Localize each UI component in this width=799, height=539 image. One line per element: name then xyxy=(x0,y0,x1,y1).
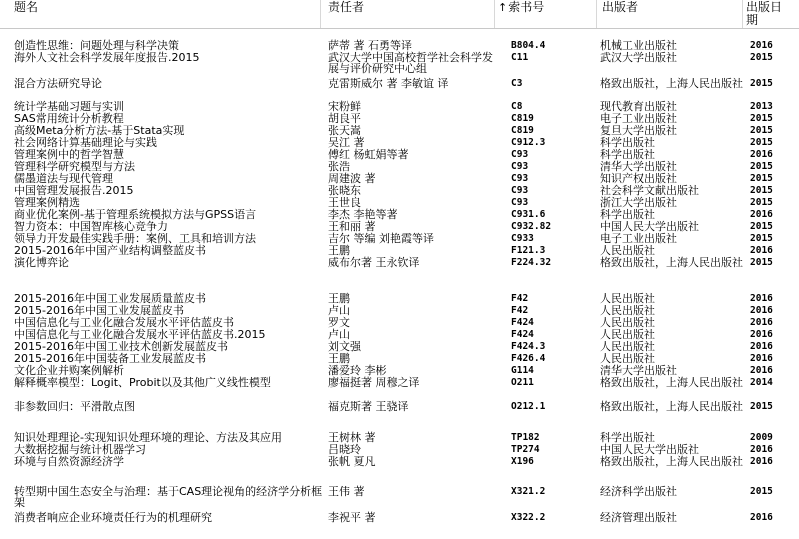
cell-author: 李祝平 著 xyxy=(328,511,376,524)
cell-call: TP182 xyxy=(511,432,540,443)
column-header-title-label: 题名 xyxy=(14,0,39,14)
cell-year: 2015 xyxy=(750,113,773,124)
cell-author: 潘爱玲 李彬 xyxy=(328,364,387,377)
column-header-publisher[interactable] xyxy=(602,0,638,29)
cell-call: F424 xyxy=(511,317,534,328)
table-row[interactable] xyxy=(0,377,799,389)
cell-publisher: 清华大学出版社 xyxy=(600,364,677,377)
cell-call: C819 xyxy=(511,113,534,124)
cell-year: 2016 xyxy=(750,40,773,51)
cell-title: 儒墨道法与现代管理 xyxy=(14,172,113,185)
cell-call: B804.4 xyxy=(511,40,546,51)
cell-publisher: 科学出版社 xyxy=(600,431,655,444)
column-divider[interactable] xyxy=(320,0,321,28)
cell-publisher: 科学出版社 xyxy=(600,208,655,221)
cell-call: F424.3 xyxy=(511,341,546,352)
cell-publisher: 人民出版社 xyxy=(600,244,655,257)
cell-author: 福克斯著 王骁译 xyxy=(328,400,409,413)
cell-title: 中国信息化与工业化融合发展水平评估蓝皮书 xyxy=(14,316,234,329)
cell-call: O211 xyxy=(511,377,534,388)
cell-call: X196 xyxy=(511,456,534,467)
cell-author: 罗文 xyxy=(328,316,350,329)
cell-author: 傅红 杨虹娟等著 xyxy=(328,148,409,161)
cell-publisher: 现代教育出版社 xyxy=(600,100,677,113)
table-row[interactable] xyxy=(0,257,799,269)
cell-title: 知识处理理论-实现知识处理环境的理论、方法及其应用 xyxy=(14,431,282,444)
cell-year: 2015 xyxy=(750,185,773,196)
cell-year: 2016 xyxy=(750,149,773,160)
cell-publisher: 人民出版社 xyxy=(600,340,655,353)
cell-call: C912.3 xyxy=(511,137,546,148)
column-header-publisher-label: 出版者 xyxy=(602,0,639,14)
cell-call: C93 xyxy=(511,173,529,184)
cell-author: 吴江 著 xyxy=(328,136,365,149)
cell-year: 2016 xyxy=(750,353,773,364)
cell-year: 2015 xyxy=(750,197,773,208)
cell-title: 大数据挖掘与统计机器学习 xyxy=(14,443,146,456)
cell-year: 2015 xyxy=(750,257,773,268)
cell-publisher: 复旦大学出版社 xyxy=(600,124,677,137)
cell-author: 王伟 著 xyxy=(328,485,365,498)
cell-year: 2015 xyxy=(750,221,773,232)
cell-title: 混合方法研究导论 xyxy=(14,77,102,90)
cell-year: 2016 xyxy=(750,444,773,455)
column-header-year-label: 出版日期 xyxy=(746,0,783,27)
cell-author: 胡良平 xyxy=(328,112,361,125)
cell-call: G114 xyxy=(511,365,534,376)
cell-publisher: 人民出版社 xyxy=(600,328,655,341)
sort-ascending-icon: ↑ xyxy=(498,1,508,14)
table-row[interactable] xyxy=(0,456,799,468)
cell-year: 2016 xyxy=(750,293,773,304)
cell-publisher: 清华大学出版社 xyxy=(600,160,677,173)
cell-call: C819 xyxy=(511,125,534,136)
cell-publisher: 中国人民大学出版社 xyxy=(600,443,699,456)
cell-publisher: 格致出版社，上海人民出版社 xyxy=(600,77,743,90)
column-header-title[interactable] xyxy=(14,0,38,29)
cell-year: 2015 xyxy=(750,161,773,172)
cell-call: C93 xyxy=(511,197,529,208)
cell-author: 王和丽 著 xyxy=(328,220,376,233)
cell-title: 创造性思维：问题处理与科学决策 xyxy=(14,39,179,52)
cell-publisher: 格致出版社，上海人民出版社 xyxy=(600,455,743,468)
cell-year: 2016 xyxy=(750,456,773,467)
table-row[interactable] xyxy=(0,51,799,75)
cell-year: 2014 xyxy=(750,377,773,388)
cell-call: C8 xyxy=(511,101,523,112)
cell-year: 2015 xyxy=(750,486,773,497)
cell-author: 李杰 李艳等著 xyxy=(328,208,398,221)
cell-title: 中国管理发展报告.2015 xyxy=(14,184,134,197)
cell-title: 2015-2016年中国工业发展质量蓝皮书 xyxy=(14,292,206,305)
cell-call: O212.1 xyxy=(511,401,546,412)
cell-title: 转型期中国生态安全与治理：基于CAS理论视角的经济学分析框架 xyxy=(14,485,323,509)
column-divider[interactable] xyxy=(742,0,743,28)
cell-publisher: 格致出版社，上海人民出版社 xyxy=(600,256,743,269)
column-divider[interactable] xyxy=(494,0,495,28)
cell-call: C93 xyxy=(511,161,529,172)
cell-call: C932.82 xyxy=(511,221,552,232)
cell-year: 2015 xyxy=(750,78,773,89)
cell-title: 消费者响应企业环境责任行为的机理研究 xyxy=(14,511,212,524)
cell-publisher: 知识产权出版社 xyxy=(600,172,677,185)
cell-author: 宋粉鲜 xyxy=(328,100,361,113)
cell-publisher: 经济管理出版社 xyxy=(600,511,677,524)
cell-author: 吉尔 等编 刘艳霞等译 xyxy=(328,232,434,245)
table-row[interactable] xyxy=(0,512,799,524)
cell-call: C93 xyxy=(511,149,529,160)
cell-year: 2016 xyxy=(750,317,773,328)
cell-year: 2015 xyxy=(750,401,773,412)
cell-call: F42 xyxy=(511,293,529,304)
cell-year: 2015 xyxy=(750,125,773,136)
table-row[interactable] xyxy=(0,185,799,197)
cell-author: 廖福挺著 周穆之译 xyxy=(328,376,420,389)
cell-author: 刘文强 xyxy=(328,340,361,353)
table-header xyxy=(0,0,799,29)
cell-year: 2016 xyxy=(750,245,773,256)
cell-author: 王世良 xyxy=(328,196,361,209)
cell-author: 克雷斯威尔 著 李敏谊 译 xyxy=(328,77,449,90)
cell-author: 威布尔著 王永钦译 xyxy=(328,256,420,269)
cell-author: 张浩 xyxy=(328,160,350,173)
cell-publisher: 人民出版社 xyxy=(600,316,655,329)
cell-year: 2015 xyxy=(750,173,773,184)
cell-author: 卢山 xyxy=(328,304,350,317)
cell-publisher: 科学出版社 xyxy=(600,136,655,149)
cell-publisher: 经济科学出版社 xyxy=(600,485,677,498)
cell-publisher: 浙江大学出版社 xyxy=(600,196,677,209)
cell-call: F426.4 xyxy=(511,353,546,364)
cell-title: 文化企业并购案例解析 xyxy=(14,364,124,377)
cell-publisher: 中国人民大学出版社 xyxy=(600,220,699,233)
cell-publisher: 机械工业出版社 xyxy=(600,39,677,52)
cell-author: 王鹏 xyxy=(328,352,350,365)
cell-title: 管理科学研究模型与方法 xyxy=(14,160,135,173)
cell-publisher: 格致出版社，上海人民出版社 xyxy=(600,376,743,389)
table-row[interactable] xyxy=(0,78,799,90)
cell-call: X322.2 xyxy=(511,512,546,523)
cell-title: 智力资本：中国智库核心竞争力 xyxy=(14,220,168,233)
cell-title: 领导力开发最佳实践手册：案例、工具和培训方法 xyxy=(14,232,256,245)
cell-author: 王鹏 xyxy=(328,292,350,305)
cell-author: 王鹏 xyxy=(328,244,350,257)
cell-title: 高级Meta分析方法-基于Stata实现 xyxy=(14,124,185,137)
cell-year: 2009 xyxy=(750,432,773,443)
cell-title: 管理案例中的哲学智慧 xyxy=(14,148,124,161)
cell-title: 演化博弈论 xyxy=(14,256,69,269)
table-row[interactable] xyxy=(0,161,799,173)
cell-call: F121.3 xyxy=(511,245,546,256)
cell-year: 2016 xyxy=(750,209,773,220)
cell-title: 中国信息化与工业化融合发展水平评估蓝皮书.2015 xyxy=(14,328,266,341)
cell-author: 张晓东 xyxy=(328,184,361,197)
cell-title: 管理案例精选 xyxy=(14,196,80,209)
column-divider[interactable] xyxy=(596,0,597,28)
cell-year: 2016 xyxy=(750,512,773,523)
column-header-author[interactable] xyxy=(328,0,364,29)
cell-year: 2015 xyxy=(750,52,773,63)
cell-title: 2015-2016年中国工业技术创新发展蓝皮书 xyxy=(14,340,228,353)
cell-title: 解释概率模型：Logit、Probit以及其他广义线性模型 xyxy=(14,376,271,389)
cell-title: 非参数回归：平滑散点图 xyxy=(14,400,135,413)
cell-title: 统计学基础习题与实训 xyxy=(14,100,124,113)
cell-publisher: 人民出版社 xyxy=(600,352,655,365)
cell-title: 商业优化案例-基于管理系统模拟方法与GPSS语言 xyxy=(14,208,257,221)
cell-call: F424 xyxy=(511,329,534,340)
cell-call: F42 xyxy=(511,305,529,316)
column-header-call-number[interactable] xyxy=(498,0,544,29)
cell-author: 王树林 著 xyxy=(328,431,376,444)
cell-title: 2015-2016年中国产业结构调整蓝皮书 xyxy=(14,244,206,257)
cell-call: C93 xyxy=(511,185,529,196)
cell-author: 张天嵩 xyxy=(328,124,361,137)
cell-author: 武汉大学中国高校哲学社会科学发展与评价研究中心组 xyxy=(328,51,493,75)
cell-author: 卢山 xyxy=(328,328,350,341)
cell-call: C3 xyxy=(511,78,523,89)
cell-author: 周建波 著 xyxy=(328,172,376,185)
cell-publisher: 人民出版社 xyxy=(600,292,655,305)
cell-call: C931.6 xyxy=(511,209,546,220)
cell-year: 2016 xyxy=(750,329,773,340)
cell-year: 2015 xyxy=(750,137,773,148)
cell-title: 社会网络计算基础理论与实践 xyxy=(14,136,157,149)
cell-publisher: 格致出版社，上海人民出版社 xyxy=(600,400,743,413)
cell-year: 2015 xyxy=(750,233,773,244)
cell-publisher: 人民出版社 xyxy=(600,304,655,317)
cell-title: 2015-2016年中国装备工业发展蓝皮书 xyxy=(14,352,206,365)
cell-publisher: 电子工业出版社 xyxy=(600,232,677,245)
cell-title: SAS常用统计分析教程 xyxy=(14,112,124,125)
cell-year: 2016 xyxy=(750,365,773,376)
cell-call: TP274 xyxy=(511,444,540,455)
cell-author: 张帆 夏凡 xyxy=(328,455,376,468)
cell-title: 海外人文社会科学发展年度报告.2015 xyxy=(14,51,200,64)
cell-title: 环境与自然资源经济学 xyxy=(14,455,124,468)
cell-publisher: 武汉大学出版社 xyxy=(600,51,677,64)
cell-publisher: 社会科学文献出版社 xyxy=(600,184,699,197)
cell-author: 吕晓玲 xyxy=(328,443,361,456)
cell-call: F224.32 xyxy=(511,257,552,268)
table-row[interactable] xyxy=(0,485,799,509)
table-row[interactable] xyxy=(0,401,799,413)
cell-author: 萨蒂 著 石勇等译 xyxy=(328,39,412,52)
column-header-author-label: 责任者 xyxy=(328,0,365,14)
column-header-call-number-label: 索书号 xyxy=(508,0,545,14)
cell-publisher: 电子工业出版社 xyxy=(600,112,677,125)
cell-publisher: 科学出版社 xyxy=(600,148,655,161)
cell-year: 2013 xyxy=(750,101,773,112)
cell-year: 2016 xyxy=(750,305,773,316)
cell-call: X321.2 xyxy=(511,486,546,497)
column-header-year[interactable] xyxy=(746,0,786,29)
cell-year: 2016 xyxy=(750,341,773,352)
cell-call: C933 xyxy=(511,233,534,244)
cell-title: 2015-2016年中国工业发展蓝皮书 xyxy=(14,304,184,317)
cell-call: C11 xyxy=(511,52,529,63)
